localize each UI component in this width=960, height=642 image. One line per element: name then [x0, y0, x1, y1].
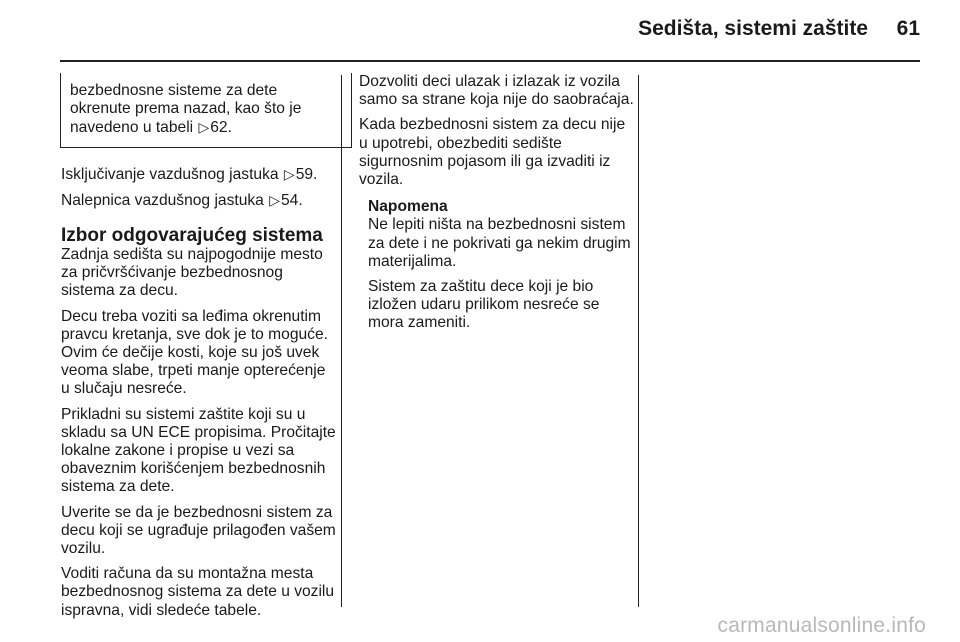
page-number: 61	[896, 17, 920, 40]
body-paragraph: Decu treba voziti sa leđima okrenutim pravcu kretanja, sve dok je to moguće. Ovim će dečije kosti, koje su još uvek veoma slabe, trpeti manje opterećenje u slučaju nesreće.	[61, 307, 328, 398]
body-paragraph: Zadnja sedišta su najpogodnije mesto za pričvršćivanje bezbednosnog sistema za decu.	[61, 246, 323, 300]
note-paragraph: Ne lepiti ništa na bezbednosni sistem za dete i ne pokrivati ga nekim drugim materijalima.	[368, 216, 631, 270]
note-box-line: bezbednosne sisteme za dete	[70, 82, 278, 99]
page-reference-link[interactable]: 59.	[295, 165, 318, 183]
continued-note-box	[60, 73, 352, 148]
note-label: Napomena	[368, 198, 448, 216]
note-paragraph: Sistem za zaštitu dece koji je bio izložen udaru prilikom nesreće se mora zameniti.	[368, 278, 600, 332]
triangle-right-icon: ▷	[283, 165, 295, 182]
body-paragraph: Uverite se da je bezbednosni sistem za decu koji se ugrađuje prilagođen vašem vozilu.	[61, 503, 336, 558]
cross-reference-text: Nalepnica vazdušnog jastuka	[61, 191, 264, 209]
middle-column	[359, 73, 634, 340]
body-paragraph: Dozvoliti deci ulazak i izlazak iz vozila samo sa strane koja nije do saobraćaja.	[359, 73, 634, 109]
column-divider-right	[638, 75, 639, 607]
note-box-line: okrenute prema nazad, kao što je	[70, 100, 302, 118]
triangle-right-icon: ▷	[198, 119, 210, 136]
body-paragraph: Voditi računa da su montažna mesta bezbednosnog sistema za dete u vozilu ispravna, vidi sledeće tabele.	[61, 565, 335, 619]
cross-reference-text: Isključivanje vazdušnog jastuka	[61, 165, 279, 183]
cross-reference-airbag-label	[61, 191, 337, 210]
page-reference-link[interactable]: 62.	[210, 119, 232, 137]
triangle-right-icon: ▷	[269, 191, 280, 208]
note-box-ref-text: navedeno u tabeli	[70, 119, 194, 137]
column-divider-left	[341, 75, 342, 607]
body-paragraph: Kada bezbednosni sistem za decu nije u upotrebi, obezbediti sedište sigurnosnim pojasom ili ga izvaditi iz vozila.	[359, 116, 626, 189]
site-watermark: carmanualsonline.info	[717, 614, 926, 637]
page-reference-link[interactable]: 54.	[280, 191, 303, 209]
note-box-reference-line	[70, 118, 343, 137]
cross-reference-airbag-off	[61, 165, 337, 184]
section-heading: Izbor odgovarajućeg sistema	[61, 225, 323, 247]
left-column	[61, 73, 337, 627]
body-paragraph: Prikladni su sistemi zaštite koji su u skladu sa UN ECE propisima. Pročitajte lokalne zakone i propise u vezi sa obaveznim korišćenjem bezbednosnih sistema za dete.	[61, 405, 336, 496]
note-block	[368, 198, 634, 332]
section-title: Sedišta, sistemi zaštite	[638, 17, 868, 40]
header-divider	[60, 60, 920, 62]
